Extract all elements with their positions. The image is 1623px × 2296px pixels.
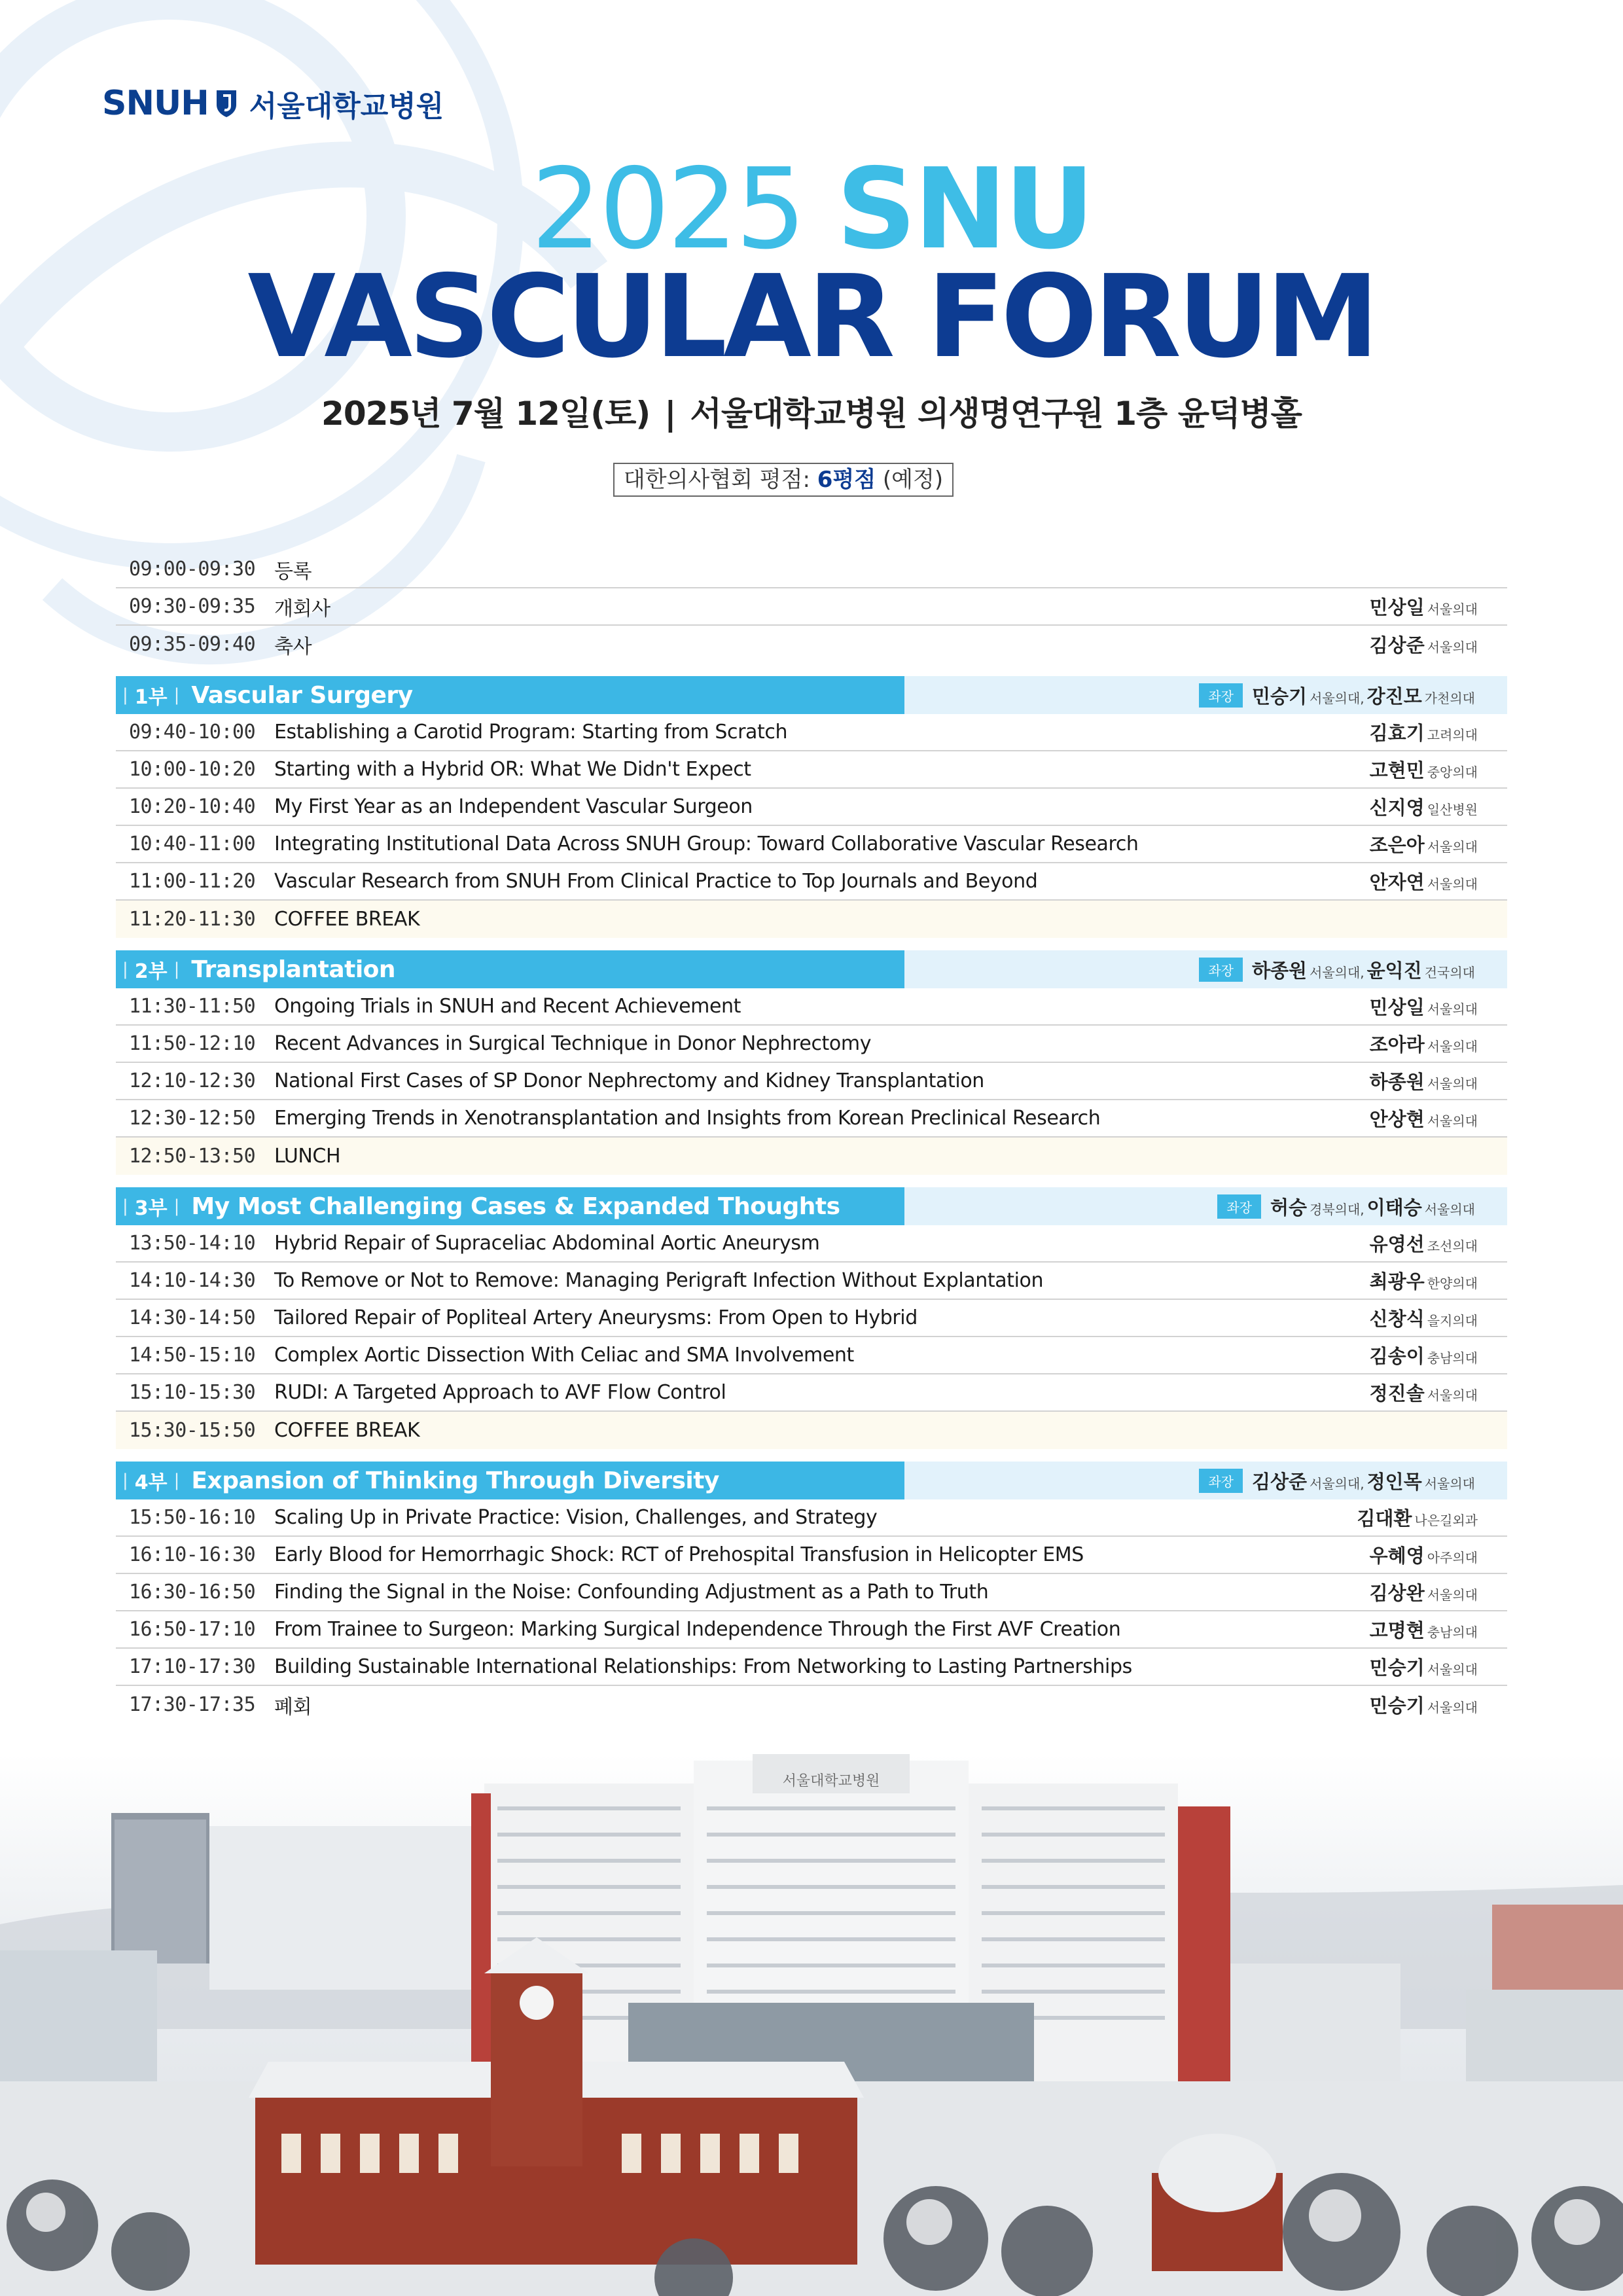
speaker-name: 정진솔 <box>1369 1382 1425 1405</box>
table-row <box>116 789 1507 826</box>
credit-suffix: (예정) <box>876 467 944 493</box>
topic-cell: Recent Advances in Surgical Technique in Donor Nephrectomy <box>274 1032 872 1055</box>
speaker-cell <box>1370 593 1478 620</box>
speaker-cell <box>1370 1616 1478 1643</box>
table-row <box>116 588 1507 626</box>
topic-cell: COFFEE BREAK <box>274 908 420 931</box>
speaker-name: 신창식 <box>1369 1308 1425 1330</box>
session-chairs <box>904 1462 1507 1499</box>
speaker-cell <box>1370 1379 1478 1406</box>
session-number: 2부 <box>134 960 168 983</box>
speaker-cell <box>1370 831 1478 857</box>
speaker-name: 유영선 <box>1369 1233 1425 1255</box>
speaker-affiliation: 조선의대 <box>1427 1238 1478 1254</box>
time-cell: 10:00-10:20 <box>129 758 256 781</box>
topic-cell: Establishing a Carotid Program: Starting from Scratch <box>274 721 788 744</box>
time-cell: 09:35-09:40 <box>129 633 256 656</box>
speaker-affiliation: 서울의대 <box>1427 839 1478 855</box>
topic-cell: COFFEE BREAK <box>274 1419 420 1442</box>
topic-cell: Scaling Up in Private Practice: Vision, Challenges, and Strategy <box>274 1506 878 1529</box>
chair-affiliation: 서울의대, <box>1310 1475 1364 1492</box>
speaker-cell <box>1370 1304 1478 1331</box>
session-number: 3부 <box>134 1197 168 1220</box>
table-row <box>116 1337 1507 1374</box>
speaker-affiliation: 일산병원 <box>1427 802 1478 817</box>
shield-icon <box>215 89 238 118</box>
chair-name: 윤익진 <box>1366 959 1422 982</box>
speaker-affiliation: 고려의대 <box>1427 727 1478 743</box>
speaker-cell <box>1370 719 1478 745</box>
topic-cell: Vascular Research from SNUH From Clinical Practice to Top Journals and Beyond <box>274 870 1038 893</box>
speaker-cell <box>1370 1653 1478 1680</box>
speaker-affiliation: 나은길외과 <box>1414 1513 1478 1528</box>
schedule-table <box>116 551 1507 1723</box>
time-cell: 11:30-11:50 <box>129 995 256 1018</box>
title-org: SNU <box>836 145 1092 274</box>
time-cell: 15:50-16:10 <box>129 1506 256 1529</box>
speaker-name: 김상완 <box>1369 1582 1425 1604</box>
speaker-name: 조아라 <box>1369 1033 1425 1056</box>
speaker-affiliation: 서울의대 <box>1427 601 1478 617</box>
speaker-name: 우혜영 <box>1369 1545 1425 1567</box>
speaker-cell <box>1370 1067 1478 1094</box>
speaker-affiliation: 서울의대 <box>1427 1113 1478 1129</box>
chair-name: 정인목 <box>1366 1470 1422 1493</box>
speaker-cell <box>1370 793 1478 820</box>
speaker-affiliation: 충남의대 <box>1427 1350 1478 1366</box>
speaker-cell <box>1370 993 1478 1020</box>
credit-badge <box>613 463 954 497</box>
chair-tag: 좌장 <box>1217 1194 1261 1219</box>
time-cell: 12:10-12:30 <box>129 1069 256 1092</box>
chairs-text <box>1270 1193 1478 1220</box>
date-venue-line <box>0 387 1623 435</box>
table-row <box>116 626 1507 663</box>
table-row <box>116 551 1507 588</box>
time-cell: 14:50-15:10 <box>129 1344 256 1367</box>
time-cell: 12:30-12:50 <box>129 1107 256 1130</box>
session-bar: | 3부 | My Most Challenging Cases & Expanded Thoughts <box>116 1187 904 1225</box>
speaker-name: 민상일 <box>1369 596 1425 619</box>
session-title: My Most Challenging Cases & Expanded Thoughts <box>191 1193 840 1220</box>
topic-cell: Tailored Repair of Popliteal Artery Aneurysms: From Open to Hybrid <box>274 1306 918 1329</box>
session-chairs <box>904 1187 1507 1225</box>
time-cell: 14:30-14:50 <box>129 1306 256 1329</box>
topic-cell: Finding the Signal in the Noise: Confounding Adjustment as a Path to Truth <box>274 1581 989 1604</box>
speaker-name: 안자연 <box>1369 871 1425 893</box>
time-cell: 11:50-12:10 <box>129 1032 256 1055</box>
speaker-affiliation: 서울의대 <box>1427 1662 1478 1677</box>
speaker-name: 고현민 <box>1369 759 1425 781</box>
speaker-cell <box>1370 756 1478 783</box>
topic-cell: National First Cases of SP Donor Nephrectomy and Kidney Transplantation <box>274 1069 984 1092</box>
break-row <box>116 901 1507 938</box>
speaker-affiliation: 을지의대 <box>1427 1313 1478 1329</box>
chair-tag: 좌장 <box>1199 1469 1243 1493</box>
speaker-name: 최광우 <box>1369 1270 1425 1293</box>
chair-affiliation: 서울의대 <box>1424 1201 1475 1217</box>
speaker-name: 안상현 <box>1369 1108 1425 1130</box>
speaker-affiliation: 아주의대 <box>1427 1550 1478 1566</box>
time-cell: 16:10-16:30 <box>129 1543 256 1566</box>
photo-sign: 서울대학교병원 <box>782 1773 880 1789</box>
session-number: 1부 <box>134 686 168 709</box>
topic-cell: RUDI: A Targeted Approach to AVF Flow Control <box>274 1381 726 1404</box>
topic-cell: Early Blood for Hemorrhagic Shock: RCT of Prehospital Transfusion in Helicopter EMS <box>274 1543 1084 1566</box>
speaker-affiliation: 서울의대 <box>1427 1388 1478 1403</box>
speaker-cell <box>1370 1342 1478 1369</box>
chairs-text <box>1252 1467 1478 1494</box>
time-cell: 15:30-15:50 <box>129 1419 256 1442</box>
time-cell: 09:40-10:00 <box>129 721 256 744</box>
time-cell: 11:20-11:30 <box>129 908 256 931</box>
chair-name: 하종원 <box>1251 959 1308 982</box>
speaker-name: 하종원 <box>1369 1071 1425 1093</box>
speaker-cell <box>1357 1504 1478 1531</box>
speaker-affiliation: 서울의대 <box>1427 1700 1478 1715</box>
topic-cell: From Trainee to Surgeon: Marking Surgical Independence Through the First AVF Creation <box>274 1618 1121 1641</box>
time-cell: 16:30-16:50 <box>129 1581 256 1604</box>
speaker-cell <box>1370 1541 1478 1568</box>
table-row <box>116 1063 1507 1100</box>
speaker-name: 고명현 <box>1369 1619 1425 1641</box>
table-row <box>116 1537 1507 1574</box>
topic-cell: Integrating Institutional Data Across SNUH Group: Toward Collaborative Vascular Research <box>274 833 1139 855</box>
title-year: 2025 <box>531 145 804 274</box>
time-cell: 10:40-11:00 <box>129 833 256 855</box>
session-title: Transplantation <box>191 956 396 983</box>
speaker-name: 김대환 <box>1357 1507 1412 1530</box>
time-cell: 13:50-14:10 <box>129 1232 256 1255</box>
topic-cell: To Remove or Not to Remove: Managing Perigraft Infection Without Explantation <box>274 1269 1044 1292</box>
topic-cell: Starting with a Hybrid OR: What We Didn't Expect <box>274 758 751 781</box>
chair-affiliation: 건국의대 <box>1424 964 1475 980</box>
speaker-cell <box>1370 1691 1478 1718</box>
session-header-1 <box>116 676 1507 714</box>
chair-affiliation: 가천의대 <box>1424 690 1475 706</box>
topic-cell: LUNCH <box>274 1145 341 1168</box>
speaker-affiliation: 충남의대 <box>1427 1624 1478 1640</box>
chair-affiliation: 서울의대 <box>1424 1475 1475 1492</box>
time-cell: 11:00-11:20 <box>129 870 256 893</box>
separator: | <box>664 395 676 433</box>
time-cell: 16:50-17:10 <box>129 1618 256 1641</box>
session-bar: | 1부 | Vascular Surgery <box>116 676 904 714</box>
table-row <box>116 1374 1507 1412</box>
table-row <box>116 1300 1507 1337</box>
speaker-cell <box>1370 1267 1478 1294</box>
chair-tag: 좌장 <box>1199 683 1243 708</box>
chairs-text <box>1252 682 1478 709</box>
snuh-logo <box>102 82 444 124</box>
credit-points: 6평점 <box>817 467 876 493</box>
table-row <box>116 1026 1507 1063</box>
session-chairs <box>904 676 1507 714</box>
table-row <box>116 1611 1507 1649</box>
table-row <box>116 826 1507 863</box>
speaker-name: 민승기 <box>1369 1657 1425 1679</box>
chair-affiliation: 서울의대, <box>1310 964 1364 980</box>
chair-name: 이태승 <box>1366 1196 1422 1219</box>
logo-brand: SNUH <box>102 84 209 123</box>
chair-name: 허승 <box>1270 1196 1308 1219</box>
speaker-name: 김송이 <box>1369 1345 1425 1367</box>
speaker-name: 민승기 <box>1369 1695 1425 1717</box>
chair-affiliation: 경북의대, <box>1310 1201 1364 1217</box>
session-number: 4부 <box>134 1471 168 1494</box>
speaker-affiliation: 서울의대 <box>1427 1039 1478 1054</box>
chair-name: 강진모 <box>1366 685 1422 708</box>
topic-cell: Hybrid Repair of Supraceliac Abdominal Aortic Aneurysm <box>274 1232 820 1255</box>
speaker-cell <box>1370 1105 1478 1132</box>
break-row <box>116 1412 1507 1449</box>
table-row <box>116 1100 1507 1138</box>
speaker-name: 민상일 <box>1369 996 1425 1018</box>
table-row <box>116 714 1507 751</box>
chair-name: 김상준 <box>1251 1470 1308 1493</box>
speaker-name: 조은아 <box>1369 834 1425 856</box>
speaker-cell <box>1370 631 1478 658</box>
time-cell: 09:00-09:30 <box>129 558 256 581</box>
event-venue: 서울대학교병원 의생명연구원 1층 윤덕병홀 <box>690 395 1302 433</box>
table-row <box>116 1649 1507 1686</box>
speaker-name: 신지영 <box>1369 797 1425 819</box>
session-title: Expansion of Thinking Through Diversity <box>191 1467 719 1494</box>
speaker-cell <box>1370 868 1478 895</box>
table-row <box>116 1686 1507 1723</box>
event-date: 2025년 7월 12일(토) <box>321 395 651 433</box>
topic-cell: Building Sustainable International Relationships: From Networking to Lasting Partnerships <box>274 1655 1132 1678</box>
speaker-cell <box>1370 1579 1478 1605</box>
speaker-cell <box>1370 1030 1478 1057</box>
chair-name: 민승기 <box>1251 685 1308 708</box>
table-row <box>116 751 1507 789</box>
chair-affiliation: 서울의대, <box>1310 690 1364 706</box>
time-cell: 12:50-13:50 <box>129 1145 256 1168</box>
time-cell: 09:30-09:35 <box>129 595 256 618</box>
chairs-text <box>1252 956 1478 983</box>
table-row <box>116 1499 1507 1537</box>
speaker-name: 김상준 <box>1369 634 1425 656</box>
hospital-photo <box>0 1754 1623 2296</box>
topic-cell: Ongoing Trials in SNUH and Recent Achievement <box>274 995 741 1018</box>
speaker-affiliation: 한양의대 <box>1427 1276 1478 1291</box>
topic-cell: 등록 <box>274 560 312 583</box>
time-cell: 17:30-17:35 <box>129 1693 256 1716</box>
topic-cell: Emerging Trends in Xenotransplantation and Insights from Korean Preclinical Research <box>274 1107 1101 1130</box>
session-header-3 <box>116 1187 1507 1225</box>
table-row <box>116 1225 1507 1263</box>
chair-tag: 좌장 <box>1199 958 1243 982</box>
speaker-affiliation: 서울의대 <box>1427 1001 1478 1017</box>
topic-cell: 폐회 <box>274 1695 312 1719</box>
time-cell: 14:10-14:30 <box>129 1269 256 1292</box>
speaker-cell <box>1370 1230 1478 1257</box>
speaker-affiliation: 서울의대 <box>1427 1587 1478 1603</box>
session-bar: | 2부 | Transplantation <box>116 950 904 988</box>
time-cell: 15:10-15:30 <box>129 1381 256 1404</box>
break-row <box>116 1138 1507 1175</box>
speaker-name: 김효기 <box>1369 722 1425 744</box>
credit-prefix: 대한의사협회 평점: <box>623 467 817 493</box>
session-header-2 <box>116 950 1507 988</box>
speaker-affiliation: 중앙의대 <box>1427 764 1478 780</box>
table-row <box>116 863 1507 901</box>
table-row <box>116 1574 1507 1611</box>
topic-cell: My First Year as an Independent Vascular Surgeon <box>274 795 753 818</box>
time-cell: 17:10-17:30 <box>129 1655 256 1678</box>
session-title: Vascular Surgery <box>191 681 413 709</box>
topic-cell: Complex Aortic Dissection With Celiac and SMA Involvement <box>274 1344 854 1367</box>
page-title: VASCULAR FORUM <box>247 251 1376 384</box>
topic-cell: 개회사 <box>274 597 330 620</box>
session-chairs <box>904 950 1507 988</box>
logo-korean: 서울대학교병원 <box>249 90 444 123</box>
session-bar: | 4부 | Expansion of Thinking Through Diversity <box>116 1462 904 1499</box>
topic-cell: 축사 <box>274 635 312 658</box>
speaker-affiliation: 서울의대 <box>1427 1076 1478 1092</box>
speaker-affiliation: 서울의대 <box>1427 876 1478 892</box>
table-row <box>116 988 1507 1026</box>
session-header-4 <box>116 1462 1507 1499</box>
speaker-affiliation: 서울의대 <box>1427 639 1478 655</box>
table-row <box>116 1263 1507 1300</box>
time-cell: 10:20-10:40 <box>129 795 256 818</box>
